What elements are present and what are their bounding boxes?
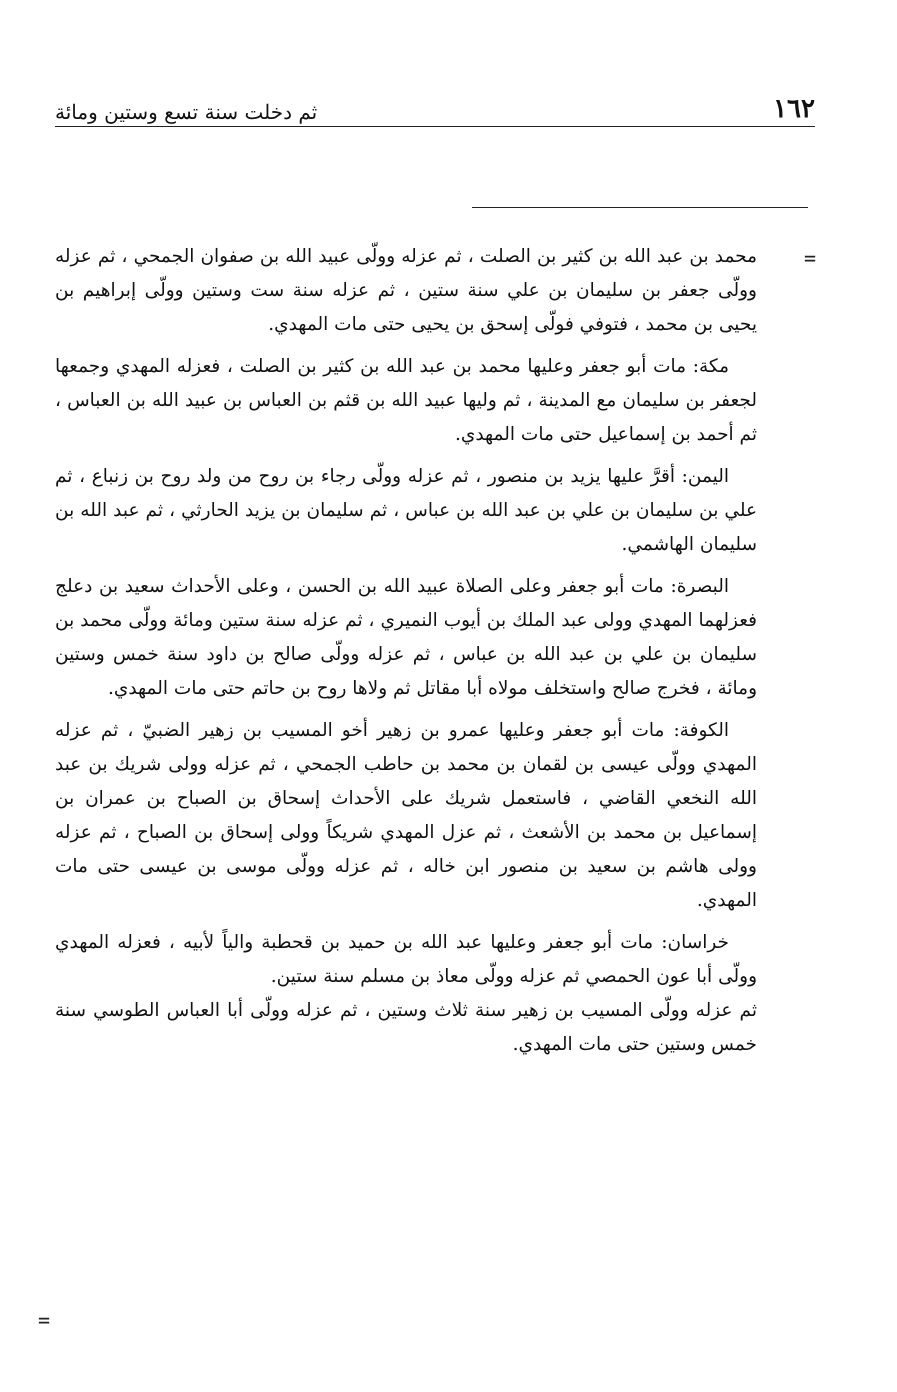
page-number: ١٦٢ (773, 94, 815, 124)
continuation-marker-bottom: = (38, 1308, 51, 1332)
page-header (55, 84, 815, 127)
running-title: ثم دخلت سنة تسع وستين ومائة (55, 100, 318, 124)
separator-rule (472, 207, 808, 208)
paragraph-kufa: الكوفة: مات أبو جعفر وعليها عمرو بن زهير أخو المسيب بن زهير الضبيّ ، ثم عزله المهدي وولّى عيسى بن لقمان بن محمد بن حاطب الجمحي ، ثم عزله وولى شريك بن عبد الله النخعي القاضي ، فاستعمل شريك على الأحداث إسحاق بن الصباح بن عمران بن إسماعيل بن محمد بن الأشعث ، ثم عزل المهدي شريكاً وولى إسحاق بن الصباح ، ثم عزله وولى هاشم بن سعيد بن منصور ابن خاله ، ثم عزله وولّى موسى بن عيسى حتى مات المهدي. (55, 720, 757, 911)
paragraph-khurasan: خراسان: مات أبو جعفر وعليها عبد الله بن حميد بن قحطبة والياً لأبيه ، فعزله المهدي وولّى أبا عون الحمصي ثم عزله وولّى معاذ بن مسلم سنة ستين. (55, 932, 757, 987)
paragraph-madina-continued: محمد بن عبد الله بن كثير بن الصلت ، ثم عزله وولّى عبيد الله بن صفوان الجمحي ، ثم عزله وولّى جعفر بن سليمان بن علي سنة ستين ، ثم عزله سنة ست وستين وولّى إبراهيم بن يحيى بن محمد ، فتوفي فولّى إسحق بن يحيى حتى مات المهدي. (55, 246, 757, 335)
paragraph-basra: البصرة: مات أبو جعفر وعلى الصلاة عبيد الله بن الحسن ، وعلى الأحداث سعيد بن دعلج فعزلهما المهدي وولى عبد الملك بن أيوب النميري ، ثم عزله سنة ستين ومائة وولّى محمد بن سليمان بن علي بن عبد الله بن عباس ، ثم عزله وولّى صالح بن داود سنة خمس وستين ومائة ، فخرج صالح واستخلف مولاه أبا مقاتل ثم ولاها روح بن حاتم حتى مات المهدي. (55, 576, 757, 699)
body-text (55, 240, 757, 1070)
paragraph-makka: مكة: مات أبو جعفر وعليها محمد بن عبد الله بن كثير بن الصلت ، فعزله المهدي وجمعها لجعفر بن سليمان مع المدينة ، ثم وليها عبيد الله بن قثم بن العباس بن عبيد الله بن العباس ، ثم أحمد بن إسماعيل حتى مات المهدي. (55, 356, 757, 445)
paragraph-khurasan-continued: ثم عزله وولّى المسيب بن زهير سنة ثلاث وستين ، ثم عزله وولّى أبا العباس الطوسي سنة خمس وستين حتى مات المهدي. (55, 1000, 757, 1055)
continuation-marker-top: = (804, 246, 817, 270)
paragraph-yemen: اليمن: أقرَّ عليها يزيد بن منصور ، ثم عزله وولّى رجاء بن روح من ولد روح بن زنباع ، ثم علي بن سليمان بن علي بن عبد الله بن عباس ، ثم سليمان بن يزيد الحارثي ، ثم عبد الله بن سليمان الهاشمي. (55, 466, 757, 555)
